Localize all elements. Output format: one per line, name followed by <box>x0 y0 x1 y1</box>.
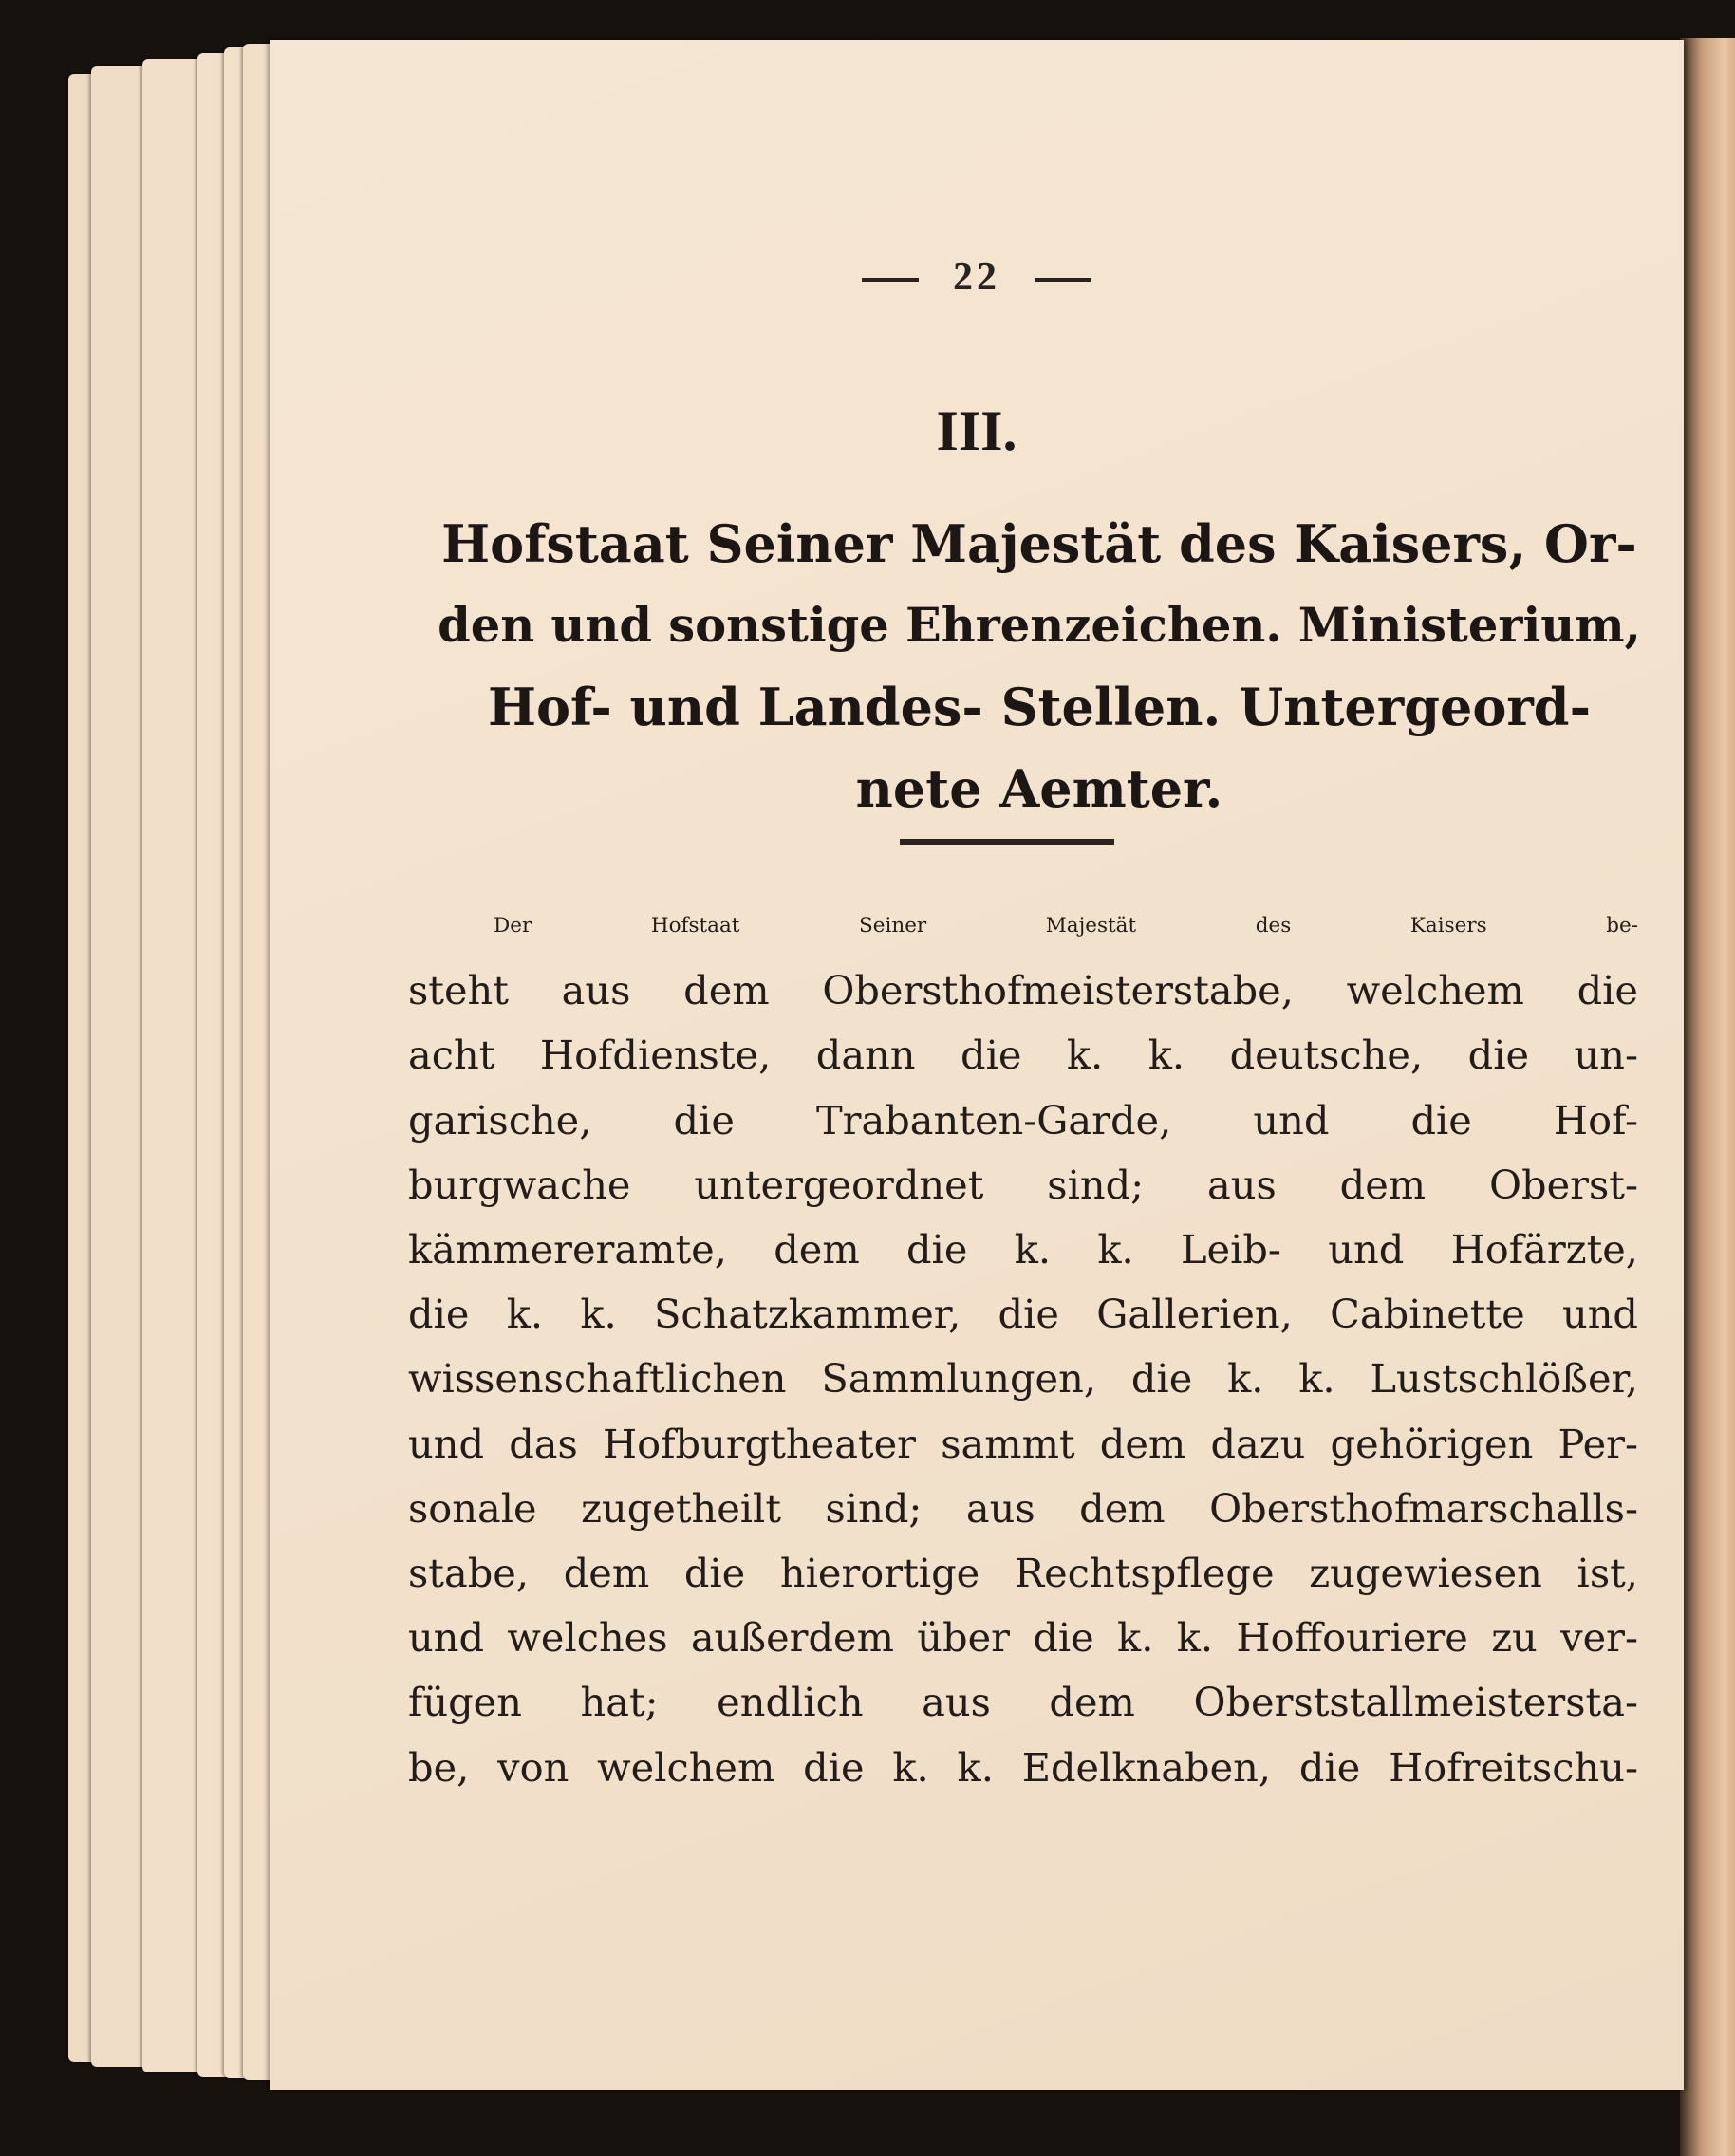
body-line: und das Hofburgtheater sammt dem dazu gehörigen Per- <box>408 1420 1638 1467</box>
body-line: wissenschaftlichen Sammlungen, die k. k. Lustschlößer, <box>408 1355 1638 1403</box>
body-line: steht aus dem Obersthofmeisterstabe, welchem die <box>408 967 1638 1014</box>
heading-line: Hofstaat Seiner Majestät des Kaisers, Or- <box>441 513 1637 574</box>
section-number: III. <box>936 400 1017 462</box>
body-line: die k. k. Schatzkammer, die Gallerien, Cabinette und <box>408 1291 1638 1338</box>
body-line: kämmereramte, dem die k. k. Leib- und Hofärzte, <box>408 1226 1638 1273</box>
heading-line: Hof- und Landes- Stellen. Untergeord- <box>488 677 1591 737</box>
section-rule <box>900 839 1114 845</box>
body-line: fügen hat; endlich aus dem Oberststallmeistersta- <box>408 1679 1638 1726</box>
body-line: stabe, dem die hierortige Rechtspflege zugewiesen ist, <box>408 1550 1638 1597</box>
body-line: Der Hofstaat Seiner Majestät des Kaisers be- <box>494 914 1638 938</box>
dash-left <box>862 278 919 282</box>
body-line: burgwache untergeordnet sind; aus dem Oberst- <box>408 1161 1638 1208</box>
body-paragraph <box>408 894 1638 1800</box>
page-number-value: 22 <box>953 255 1000 299</box>
body-line: be, von welchem die k. k. Edelknaben, die Hofreitschu- <box>408 1743 1638 1791</box>
book-page <box>270 40 1684 2090</box>
page-number <box>270 254 1684 300</box>
body-line: garische, die Trabanten-Garde, und die Hof- <box>408 1096 1638 1143</box>
body-line: sonale zugetheilt sind; aus dem Obersthofmarschalls- <box>408 1484 1638 1532</box>
section-heading <box>437 503 1642 829</box>
dash-right <box>1035 278 1091 282</box>
body-line: acht Hofdienste, dann die k. k. deutsche, die un- <box>408 1032 1638 1079</box>
heading-line: den und sonstige Ehrenzeichen. Ministerium, <box>438 598 1641 653</box>
heading-line: nete Aemter. <box>855 758 1223 819</box>
book-gutter <box>1680 38 1735 2156</box>
body-line: und welches außerdem über die k. k. Hoffouriere zu ver- <box>408 1614 1638 1662</box>
